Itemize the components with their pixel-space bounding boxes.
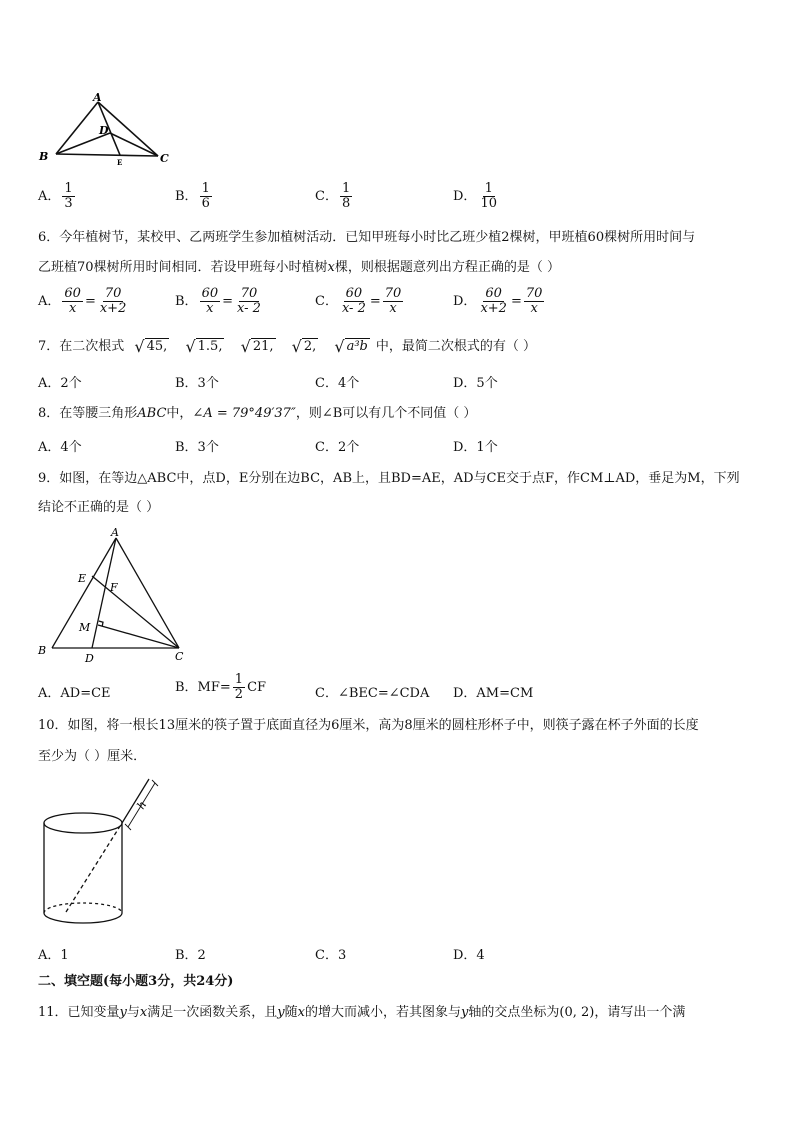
q5-option-a[interactable]: A． $\frac{1}{3}$ <box>38 181 73 211</box>
q8-option-d[interactable]: D．1个 <box>453 440 498 455</box>
q6-option-a[interactable]: A． $\frac{60}{x}$ = $\frac{70}{x+2}$ <box>38 286 127 316</box>
q8-option-c[interactable]: C．2个 <box>315 440 360 455</box>
label-e: E <box>78 572 87 585</box>
section-heading-fill-in: 二、填空题(每小题3分，共24分) <box>38 974 234 989</box>
q6-option-c[interactable]: C． $\frac{60}{x- 2}$ = $\frac{70}{x}$ <box>315 286 402 316</box>
q10-line1: 10．如图，将一根长13厘米的筷子置于底面直径为6厘米，高为8厘米的圆柱形杯子中，则筷子露在杯子外面的长度 <box>38 718 699 733</box>
label-h: h <box>134 798 150 812</box>
q8-stem: 8．在等腰三角形ABC中，∠A = 79°49′37″，则∠B可以有几个不同值（ ） <box>38 406 477 421</box>
q5-option-c[interactable]: C． $\frac{1}{8}$ <box>315 181 351 211</box>
q9-line2: 结论不正确的是（ ） <box>38 500 160 515</box>
q11-stem: 11．已知变量y与x满足一次函数关系，且y随x的增大而减小，若其图象与y轴的交点坐标为(0, 2)，请写出一个满 <box>38 1005 686 1020</box>
q6-line1: 6．今年植树节，某校甲、乙两班学生参加植树活动．已知甲班每小时比乙班少植2棵树，甲班植60棵树所用时间与 <box>38 230 696 245</box>
label-e: E <box>117 158 123 167</box>
q5-option-d[interactable]: D． $\frac{1}{10}$ <box>453 181 497 211</box>
q6-line2: 乙班植70棵树所用时间相同．若设甲班每小时植树x棵，则根据题意列出方程正确的是（ ） <box>38 260 561 275</box>
q9-option-d[interactable]: D．AM=CM <box>453 686 534 701</box>
radical-a3b: √ a³b <box>334 337 368 356</box>
q9-line1: 9．如图，在等边△ABC中，点D，E分别在边BC，AB上，且BD=AE，AD与CE交于点F，作CM⊥AD，垂足为M，下列 <box>38 471 740 486</box>
q10-option-c[interactable]: C．3 <box>315 948 347 963</box>
radical-45: √ 45, <box>134 337 168 356</box>
triangle-abc-figure <box>36 90 176 172</box>
q7-stem: 7．在二次根式 √ 45, √ 1.5, √ 21, √ 2, √ a³b 中，最简二次根式的有（ ） <box>38 337 537 356</box>
q7-option-b[interactable]: B．3个 <box>175 376 219 391</box>
label-a: A <box>111 526 119 539</box>
cylinder-cup-figure <box>36 776 176 936</box>
label-c: C <box>160 152 169 165</box>
label-f: F <box>110 581 118 594</box>
q10-option-d[interactable]: D．4 <box>453 948 485 963</box>
q6-option-d[interactable]: D． $\frac{60}{x+2}$ = $\frac{70}{x}$ <box>453 286 543 316</box>
q9-option-c[interactable]: C．∠BEC=∠CDA <box>315 686 430 701</box>
radical-1-5: √ 1.5, <box>185 337 223 356</box>
label-d: D <box>99 124 109 137</box>
q8-option-b[interactable]: B．3个 <box>175 440 219 455</box>
q7-option-a[interactable]: A．2个 <box>38 376 82 391</box>
q8-option-a[interactable]: A．4个 <box>38 440 82 455</box>
label-d: D <box>85 652 94 665</box>
q10-option-a[interactable]: A．1 <box>38 948 69 963</box>
label-a: A <box>93 91 102 104</box>
equilateral-triangle-figure <box>34 526 194 666</box>
label-c: C <box>175 650 184 663</box>
q10-option-b[interactable]: B．2 <box>175 948 206 963</box>
q10-line2: 至少为（ ）厘米． <box>38 749 147 764</box>
radical-2: √ 2, <box>291 337 317 356</box>
q7-option-d[interactable]: D．5个 <box>453 376 498 391</box>
q9-option-a[interactable]: A．AD=CE <box>38 686 111 701</box>
label-m: M <box>79 621 91 634</box>
q6-option-b[interactable]: B． $\frac{60}{x}$ = $\frac{70}{x- 2}$ <box>175 286 261 316</box>
label-b: B <box>39 150 49 163</box>
q9-option-b[interactable]: B．MF= $\frac{1}{2}$ CF <box>175 672 267 702</box>
q5-option-b[interactable]: B． $\frac{1}{6}$ <box>175 181 210 211</box>
radical-21: √ 21, <box>240 337 274 356</box>
label-b: B <box>38 644 47 657</box>
q7-option-c[interactable]: C．4个 <box>315 376 360 391</box>
